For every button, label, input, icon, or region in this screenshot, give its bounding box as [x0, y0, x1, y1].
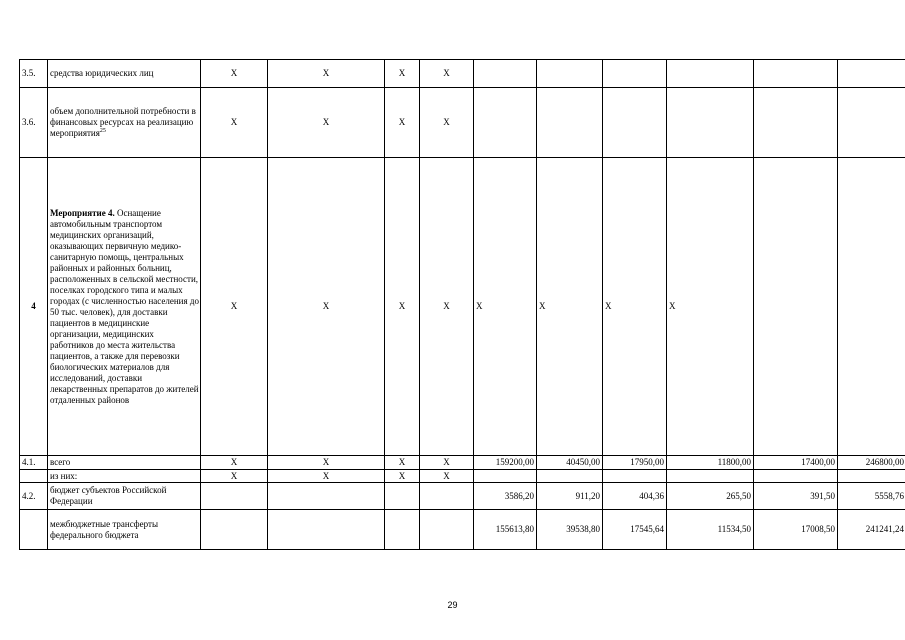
value-cell — [667, 60, 754, 88]
value-cell: 391,50 — [754, 483, 838, 510]
x-cell: Х — [268, 88, 385, 158]
x-cell: Х — [603, 158, 667, 456]
value-cell: 17008,50 — [754, 510, 838, 550]
x-cell: Х — [420, 158, 474, 456]
value-cell — [474, 470, 537, 483]
value-cell — [838, 88, 905, 158]
x-cell: Х — [385, 456, 420, 470]
x-cell: Х — [201, 158, 268, 456]
row-number: 3.6. — [20, 88, 48, 158]
value-cell — [838, 158, 905, 456]
description-text: Оснащение автомобильным транспортом медицинских организаций, оказывающих первичную медико-санитарную помощь, центральных районных и районных больниц, расположенных в сельской местности, поселках городского типа и малых городах (с численностью населения до 50 тыс. человек), для доставки пациентов в медицинские организации, медицинских работников до места жительства пациентов, а также для перевозки биологических материалов для исследований, доставки лекарственных препаратов до жителей отдаленных районов — [50, 207, 199, 405]
x-cell — [201, 510, 268, 550]
x-cell: Х — [201, 470, 268, 483]
x-cell — [201, 483, 268, 510]
value-cell: 5558,76 — [838, 483, 905, 510]
value-cell: 3586,20 — [474, 483, 537, 510]
footnote-ref: 25 — [99, 128, 106, 134]
row-number — [20, 510, 48, 550]
value-cell — [474, 88, 537, 158]
page-number: 29 — [447, 600, 458, 610]
x-cell: Х — [420, 88, 474, 158]
x-cell: Х — [420, 60, 474, 88]
value-cell: 11534,50 — [667, 510, 754, 550]
value-cell — [754, 158, 838, 456]
value-cell: 246800,00 — [838, 456, 905, 470]
row-number: 4.2. — [20, 483, 48, 510]
measure-title: Мероприятие 4. — [50, 207, 115, 218]
x-cell: Х — [420, 456, 474, 470]
value-cell: 159200,00 — [474, 456, 537, 470]
x-cell: Х — [474, 158, 537, 456]
description-text: объем дополнительной потребности в финансовых ресурсах на реализацию мероприятия — [50, 106, 196, 138]
x-cell: Х — [385, 470, 420, 483]
row-number: 3.5. — [20, 60, 48, 88]
table-row — [20, 158, 905, 456]
row-description: средства юридических лиц — [48, 60, 201, 88]
value-cell — [838, 470, 905, 483]
value-cell — [603, 88, 667, 158]
x-cell: Х — [420, 470, 474, 483]
budget-table — [19, 59, 905, 550]
value-cell: 17950,00 — [603, 456, 667, 470]
table-row — [20, 483, 905, 510]
row-description: межбюджетные трансферты федерального бюджета — [48, 510, 201, 550]
value-cell — [667, 470, 754, 483]
value-cell: 40450,00 — [537, 456, 603, 470]
x-cell: Х — [201, 88, 268, 158]
x-cell: Х — [268, 60, 385, 88]
value-cell — [603, 470, 667, 483]
row-number: 4 — [20, 158, 48, 456]
value-cell: 17545,64 — [603, 510, 667, 550]
value-cell — [754, 470, 838, 483]
value-cell — [838, 60, 905, 88]
x-cell: Х — [268, 470, 385, 483]
value-cell: 11800,00 — [667, 456, 754, 470]
table-row — [20, 510, 905, 550]
x-cell — [385, 483, 420, 510]
value-cell — [537, 60, 603, 88]
value-cell — [754, 88, 838, 158]
x-cell: Х — [268, 456, 385, 470]
x-cell — [420, 510, 474, 550]
row-description — [48, 158, 201, 456]
x-cell: Х — [385, 158, 420, 456]
value-cell — [667, 88, 754, 158]
row-description: из них: — [48, 470, 201, 483]
x-cell: Х — [385, 60, 420, 88]
row-description — [48, 88, 201, 158]
table-row — [20, 88, 905, 158]
x-cell: Х — [201, 60, 268, 88]
row-number: 4.1. — [20, 456, 48, 470]
value-cell: 911,20 — [537, 483, 603, 510]
value-cell — [537, 88, 603, 158]
x-cell: Х — [667, 158, 754, 456]
row-description: бюджет субъектов Российской Федерации — [48, 483, 201, 510]
x-cell — [420, 483, 474, 510]
value-cell: 265,50 — [667, 483, 754, 510]
x-cell: Х — [385, 88, 420, 158]
x-cell — [385, 510, 420, 550]
table-row — [20, 456, 905, 470]
row-number — [20, 470, 48, 483]
value-cell — [474, 60, 537, 88]
value-cell: 17400,00 — [754, 456, 838, 470]
table-row — [20, 60, 905, 88]
row-description: всего — [48, 456, 201, 470]
value-cell: 241241,24 — [838, 510, 905, 550]
value-cell: 155613,80 — [474, 510, 537, 550]
x-cell: Х — [537, 158, 603, 456]
value-cell — [603, 60, 667, 88]
x-cell: Х — [201, 456, 268, 470]
value-cell — [537, 470, 603, 483]
value-cell: 39538,80 — [537, 510, 603, 550]
x-cell — [268, 510, 385, 550]
x-cell — [268, 483, 385, 510]
value-cell — [754, 60, 838, 88]
value-cell: 404,36 — [603, 483, 667, 510]
table-row — [20, 470, 905, 483]
x-cell: Х — [268, 158, 385, 456]
